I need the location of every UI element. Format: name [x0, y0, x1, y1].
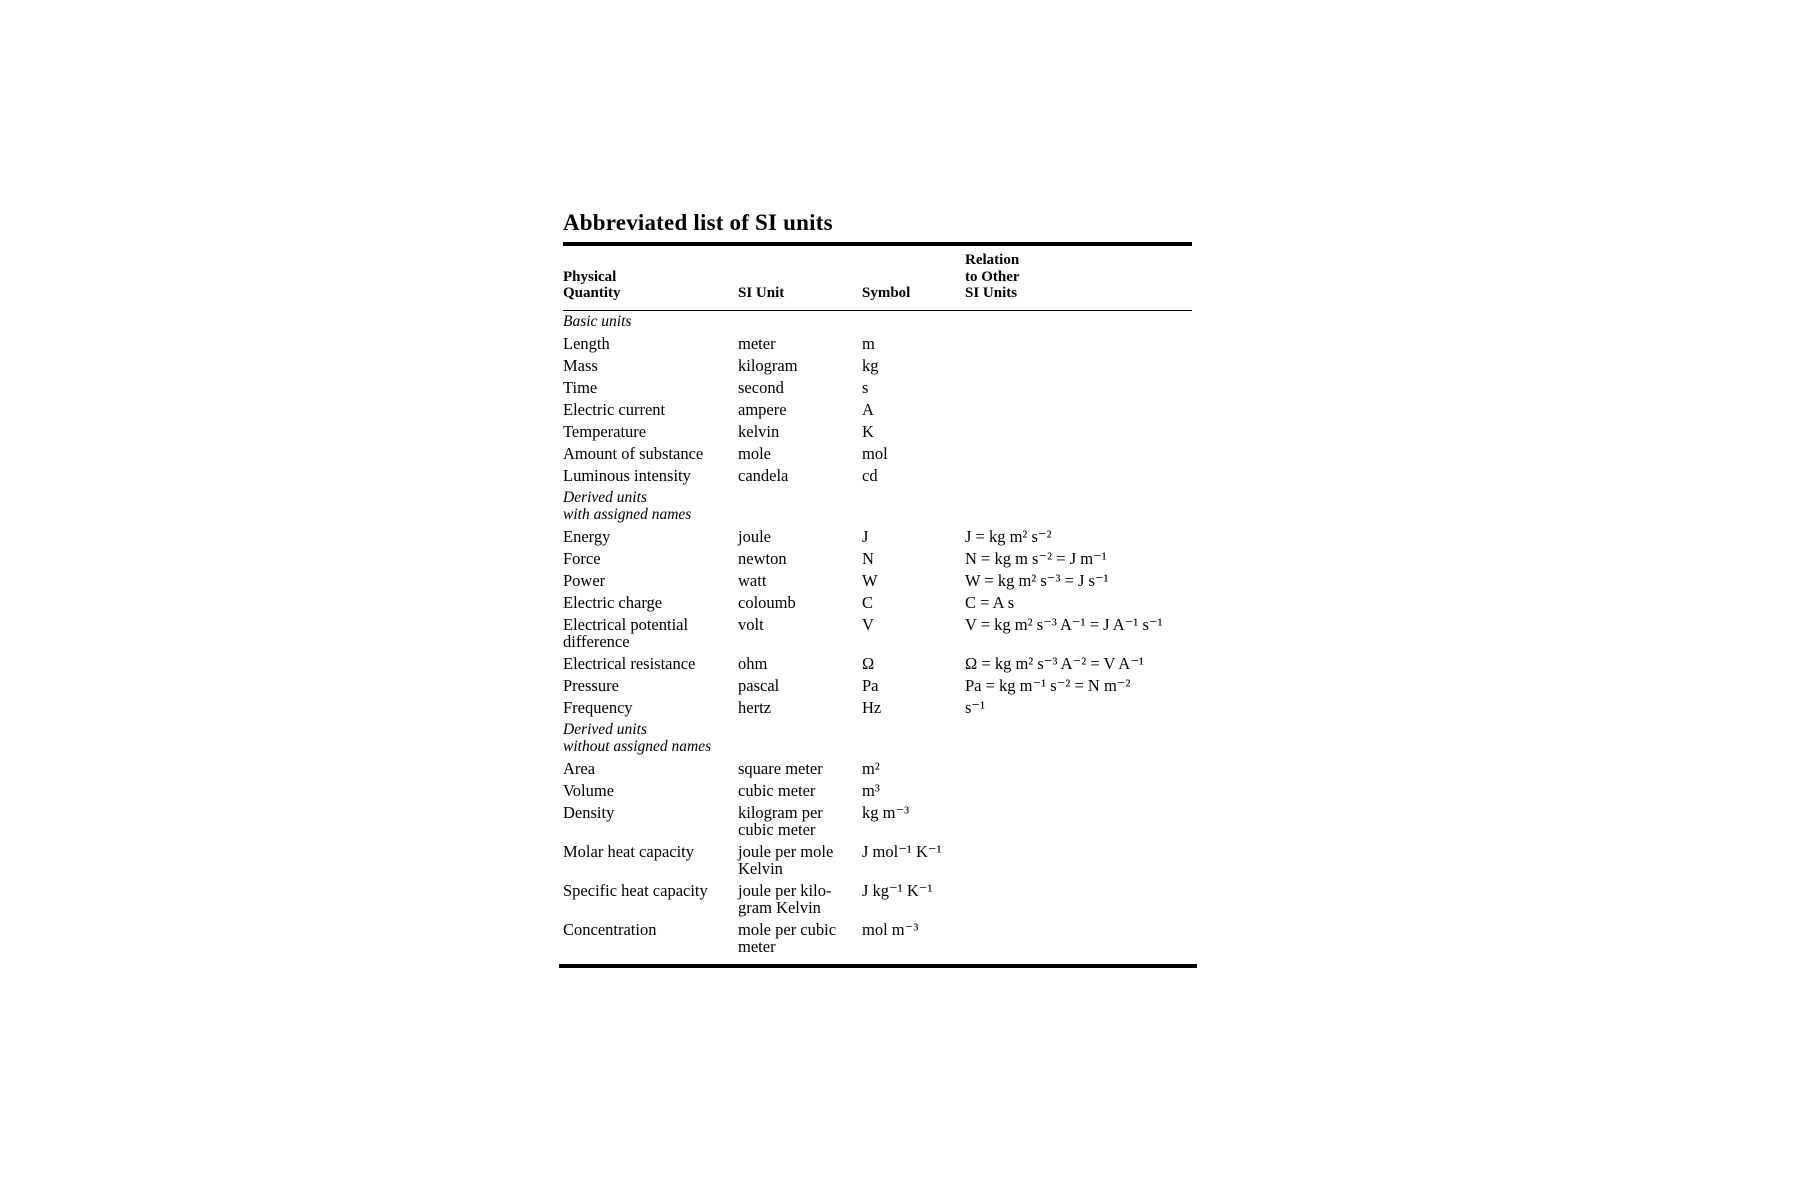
cell-quantity: Electric charge	[563, 592, 663, 612]
section-heading-derived-named: Derived units with assigned names	[563, 488, 692, 523]
cell-unit: ampere	[738, 399, 787, 419]
table-row	[563, 333, 1192, 355]
cell-unit: square meter	[738, 758, 823, 778]
cell-relation: C = A s	[965, 592, 1015, 612]
cell-symbol: J kg⁻¹ K⁻¹	[862, 880, 933, 900]
cell-unit: joule	[738, 526, 771, 546]
cell-quantity: Force	[563, 548, 601, 568]
cell-unit: ohm	[738, 653, 768, 673]
table-row	[563, 780, 1192, 802]
cell-symbol: A	[862, 399, 874, 419]
cell-relation: N = kg m s⁻² = J m⁻¹	[965, 548, 1107, 568]
derived-unnamed-section	[563, 719, 1192, 758]
cell-quantity: Molar heat capacity	[563, 841, 695, 861]
cell-relation	[965, 355, 1192, 377]
table-row	[563, 355, 1192, 377]
table-row	[563, 592, 1192, 614]
cell-unit: pascal	[738, 675, 780, 695]
header-symbol: Symbol	[862, 285, 911, 301]
cell-relation: Ω = kg m² s⁻³ A⁻² = V A⁻¹	[965, 653, 1144, 673]
table-row	[563, 802, 1192, 841]
header-relation: Relation to Other SI Units	[965, 252, 1020, 301]
cell-quantity: Amount of substance	[563, 443, 704, 463]
section-heading-row	[563, 311, 1192, 333]
cell-symbol: mol m⁻³	[862, 919, 919, 939]
cell-unit: joule per mole Kelvin	[738, 841, 834, 878]
cell-quantity: Mass	[563, 355, 598, 375]
section-heading-row	[563, 487, 1192, 526]
cell-symbol: J mol⁻¹ K⁻¹	[862, 841, 942, 861]
section-heading-derived-unnamed: Derived units without assigned names	[563, 720, 712, 755]
table-row	[563, 653, 1192, 675]
table-row	[563, 421, 1192, 443]
cell-symbol: V	[862, 614, 874, 634]
table-row	[563, 614, 1192, 653]
table-row	[563, 880, 1192, 919]
cell-quantity: Luminous intensity	[563, 465, 691, 485]
table-row	[563, 675, 1192, 697]
table-row	[563, 570, 1192, 592]
cell-quantity: Density	[563, 802, 615, 822]
cell-unit: volt	[738, 614, 764, 634]
cell-relation	[965, 443, 1192, 465]
cell-unit: joule per kilo- gram Kelvin	[738, 880, 832, 917]
header-row	[563, 246, 1192, 308]
cell-quantity: Electrical potential difference	[563, 614, 689, 651]
cell-unit: watt	[738, 570, 767, 590]
cell-unit: kelvin	[738, 421, 780, 441]
derived-unnamed-rows	[563, 758, 1192, 958]
cell-unit: newton	[738, 548, 787, 568]
cell-quantity: Temperature	[563, 421, 647, 441]
cell-symbol: Hz	[862, 697, 882, 717]
cell-quantity: Power	[563, 570, 606, 590]
cell-quantity: Energy	[563, 526, 611, 546]
cell-quantity: Length	[563, 333, 610, 353]
table-row	[563, 697, 1192, 719]
table-title: Abbreviated list of SI units	[563, 210, 833, 235]
cell-unit: coloumb	[738, 592, 796, 612]
table-row	[563, 919, 1192, 958]
cell-symbol: Ω	[862, 653, 875, 673]
cell-unit: candela	[738, 465, 789, 485]
cell-quantity: Electric current	[563, 399, 666, 419]
cell-relation: W = kg m² s⁻³ = J s⁻¹	[965, 570, 1109, 590]
cell-symbol: s	[862, 377, 869, 397]
cell-relation	[965, 421, 1192, 443]
cell-symbol: kg	[862, 355, 879, 375]
table-row	[563, 443, 1192, 465]
basic-units-rows	[563, 333, 1192, 487]
cell-quantity: Pressure	[563, 675, 619, 695]
cell-relation	[965, 399, 1192, 421]
cell-unit: hertz	[738, 697, 771, 717]
cell-unit: kilogram per cubic meter	[738, 802, 823, 839]
basic-units-section	[563, 311, 1192, 333]
cell-unit: mole per cubic meter	[738, 919, 837, 956]
cell-relation	[965, 333, 1192, 355]
cell-relation	[965, 919, 1192, 958]
derived-named-section	[563, 487, 1192, 526]
cell-relation: s⁻¹	[965, 697, 986, 717]
table-row	[563, 526, 1192, 548]
cell-quantity: Area	[563, 758, 596, 778]
cell-quantity: Specific heat capacity	[563, 880, 708, 900]
cell-relation: Pa = kg m⁻¹ s⁻² = N m⁻²	[965, 675, 1131, 695]
cell-symbol: C	[862, 592, 874, 612]
si-units-table	[563, 246, 1192, 958]
cell-unit: kilogram	[738, 355, 798, 375]
cell-unit: cubic meter	[738, 780, 816, 800]
cell-quantity: Time	[563, 377, 598, 397]
cell-symbol: Pa	[862, 675, 879, 695]
cell-relation	[965, 780, 1192, 802]
cell-symbol: N	[862, 548, 874, 568]
derived-named-rows	[563, 526, 1192, 719]
section-heading-basic: Basic units	[563, 312, 632, 330]
cell-relation	[965, 880, 1192, 919]
cell-relation	[965, 465, 1192, 487]
cell-quantity: Volume	[563, 780, 615, 800]
cell-relation: V = kg m² s⁻³ A⁻¹ = J A⁻¹ s⁻¹	[965, 614, 1163, 634]
cell-symbol: K	[862, 421, 874, 441]
cell-symbol: m²	[862, 758, 880, 778]
table-row	[563, 377, 1192, 399]
bottom-rule	[559, 964, 1197, 968]
table-row	[563, 548, 1192, 570]
cell-unit: meter	[738, 333, 776, 353]
cell-unit: mole	[738, 443, 771, 463]
cell-symbol: J	[862, 526, 869, 546]
cell-symbol: m³	[862, 780, 880, 800]
cell-symbol: m	[862, 333, 875, 353]
table-row	[563, 399, 1192, 421]
table-row	[563, 465, 1192, 487]
table-row	[563, 758, 1192, 780]
cell-unit: second	[738, 377, 784, 397]
cell-quantity: Concentration	[563, 919, 657, 939]
cell-symbol: cd	[862, 465, 878, 485]
table-row	[563, 841, 1192, 880]
cell-relation	[965, 802, 1192, 841]
si-units-table-block	[557, 210, 1197, 968]
cell-quantity: Electrical resistance	[563, 653, 696, 673]
cell-relation	[965, 758, 1192, 780]
header-si-unit: SI Unit	[738, 285, 785, 301]
cell-symbol: mol	[862, 443, 888, 463]
cell-relation: J = kg m² s⁻²	[965, 526, 1052, 546]
cell-symbol: W	[862, 570, 878, 590]
header-physical-quantity: Physical Quantity	[563, 268, 621, 301]
section-heading-row	[563, 719, 1192, 758]
cell-quantity: Frequency	[563, 697, 633, 717]
cell-relation	[965, 377, 1192, 399]
cell-symbol: kg m⁻³	[862, 802, 910, 822]
cell-relation	[965, 841, 1192, 880]
